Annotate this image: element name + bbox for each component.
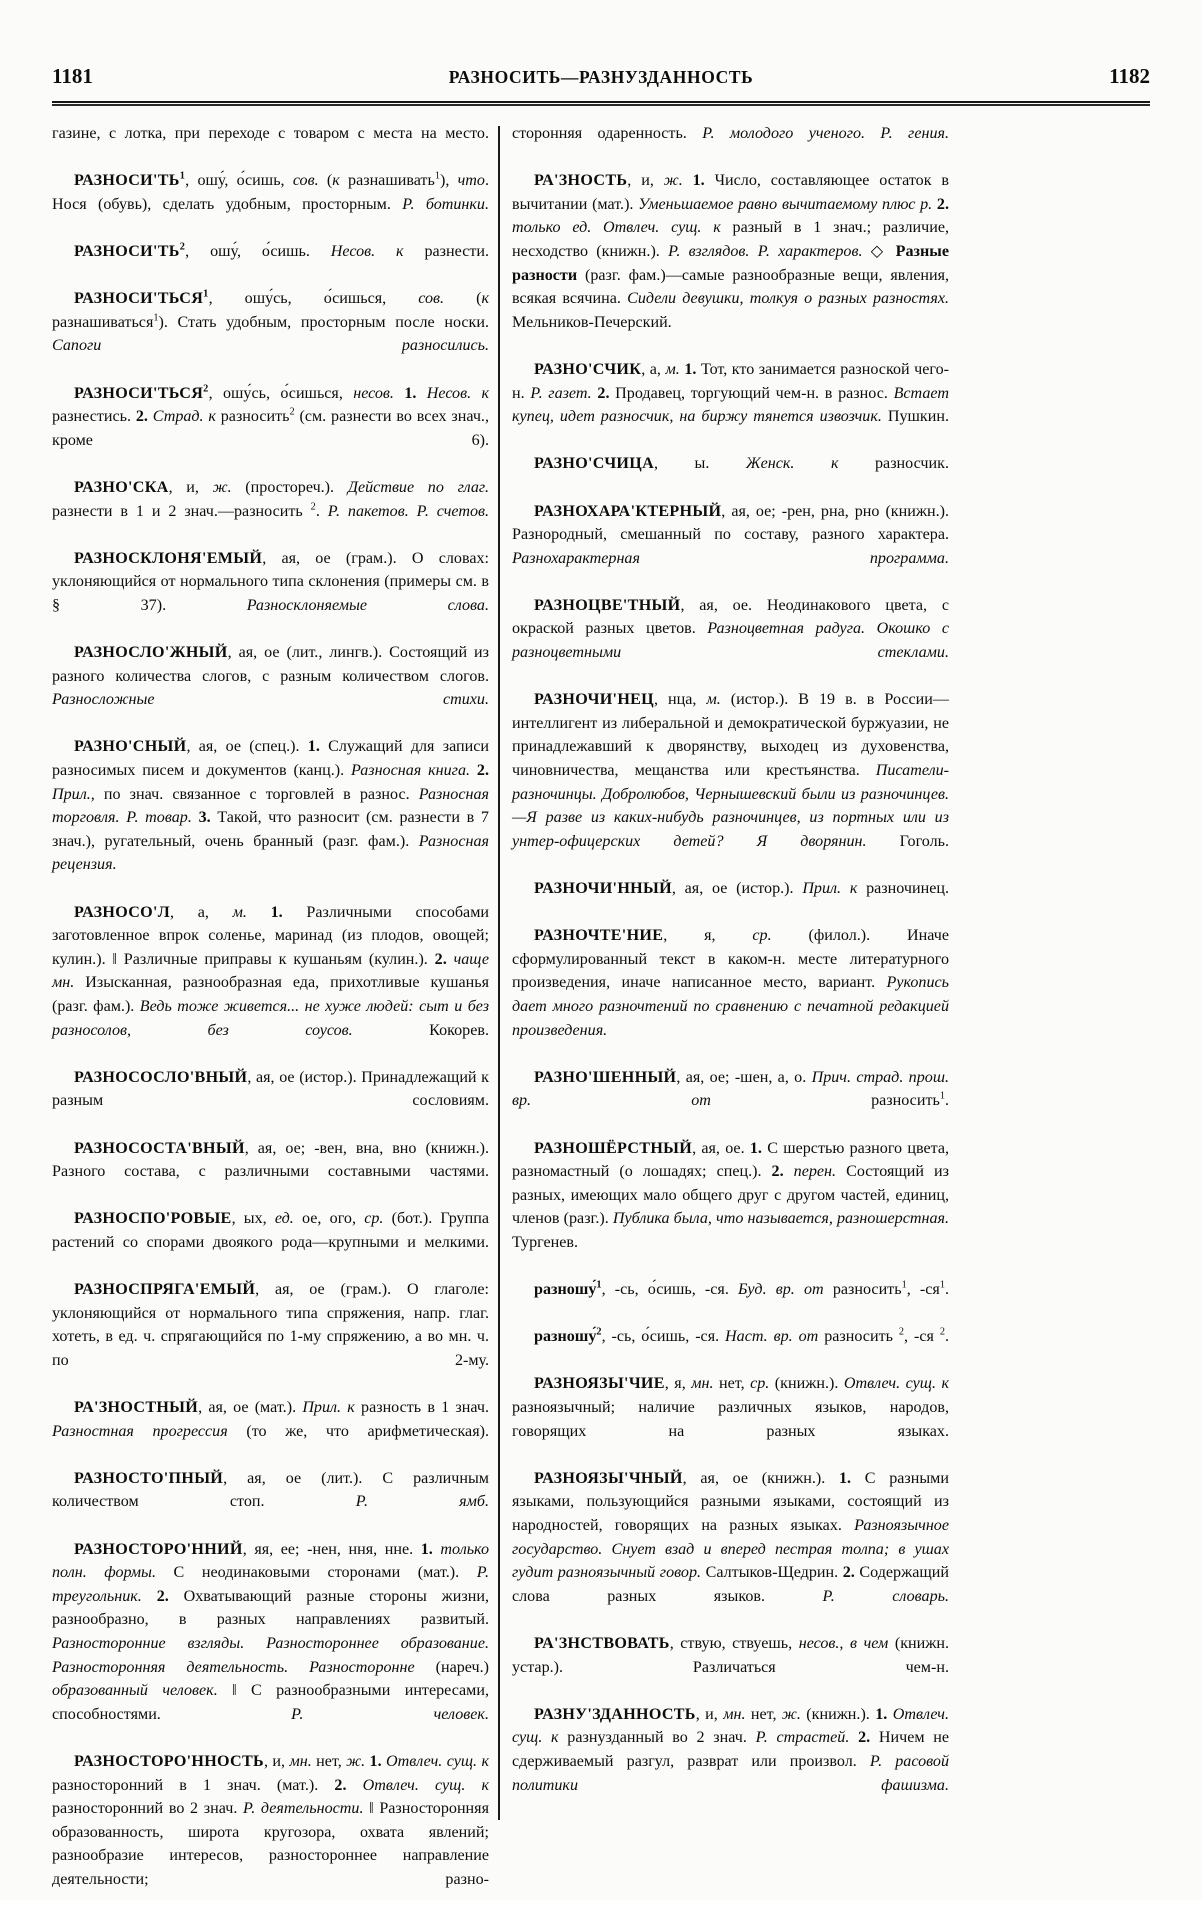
entry-body: , ствую, ствуешь, несов., в чем (книжн. устар.). Различаться чем-н. [512, 1635, 950, 1676]
entry-body: , ая, ое. Неодинакового цвета, с окраской разных цветов. Разноцветная радуга. Окошко с разноцветными стеклами. [512, 596, 949, 662]
entry-headword: РАЗНОЦВЕ'ТНЫЙ [534, 596, 681, 614]
text-body [52, 122, 1150, 1888]
entry-headword: РАЗНОСТО'ПНЫЙ [74, 1469, 224, 1487]
dictionary-entry [52, 476, 489, 547]
entry-headword: РА'ЗНСТВОВАТЬ [534, 1635, 670, 1652]
entry-headword: РАЗНОЧИ'НЕЦ [534, 691, 654, 709]
entry-headword: РАЗНОСО'Л [74, 903, 171, 921]
dictionary-entry [512, 1325, 949, 1372]
entry-body: , я, ср. (филол.). Иначе сформулированный текст в каком-н. месте литературного произведения, иначе написанное место, вариант. Рукопись дает много разночтений по сравнению с печатной редакцией произведения. [512, 927, 949, 1039]
entry-body: , ошу́, о́сишь, сов. (к разнашивать$^1$), что. Нося (обувь), сделать удобным, просторным. Р. ботинки. [52, 170, 489, 213]
entry-headword: $РАЗНОСИ'ТЬ^1$ [74, 170, 186, 190]
entry-body: , ая, ое (истор.). Прил. к разночинец. [671, 880, 949, 897]
entry-headword: РАЗНУ'ЗДАННОСТЬ [534, 1705, 696, 1723]
dictionary-entry [52, 1278, 489, 1396]
entry-headword: РАЗНОСОСТА'ВНЫЙ [74, 1139, 245, 1157]
entry-body: , яя, ее; -нен, ння, нне. 1. только полн. формы. С неодинаковыми сторонами (мат.). Р. треугольник. 2. Охватывающий разные стороны жизни, разнообразно, в разных направлениях развитый. Разносторонние взгляды. Разностороннее образование. Разносторонняя деятельность. Разносторонне (нареч.) образованный человек. ‖ С разнообразными интересами, способностями. Р. человек. [52, 1540, 489, 1723]
entry-headword: РА'ЗНОСТЬ [534, 172, 628, 190]
dictionary-entry [52, 240, 489, 287]
entry-headword: РАЗНО'СЧИК [534, 360, 642, 378]
entry-homonym-index: 1 [203, 288, 209, 300]
entry-body: , и, ж. (простореч.). Действие по глаг. разнести в 1 и 2 знач.—разносить $^2$. Р. пакетов. Р. счетов. [52, 478, 490, 520]
entry-body: , ошу́сь, о́сишься, несов. 1. Несов. к разнестись. 2. Страд. к разносить$^2$ (см. разнести во всех знач., кроме 6). [52, 384, 490, 449]
header-rule [52, 101, 1150, 106]
entry-homonym-index: 1 [179, 170, 186, 182]
dictionary-entry [52, 169, 489, 240]
dictionary-entry [52, 641, 489, 735]
dictionary-entry [52, 1066, 489, 1137]
entry-headword: РАЗНОСИ'ТЬСЯ$^1$ [74, 288, 209, 308]
column-left [52, 122, 489, 1915]
entry-headword: РАЗНО'СКА [74, 478, 169, 496]
entry-headword: РАЗНОЧТЕ'НИЕ [534, 927, 664, 945]
entry-body: , ая, ое (грам.). О словах: уклоняющийся от нормального типа склонения (примеры см. в § 37). Разносклоняемые слова. [52, 549, 489, 614]
entry-body: , и, мн. нет, ж. (книжн.). 1. Отвлеч. сущ. к разнузданный во 2 знач. Р. страстей. 2. Ничем не сдерживаемый разгул, разврат или произвол. Р. расовой политики фашизма. [512, 1705, 950, 1794]
entry-body: , ых, ед. ое, ого, ср. (бот.). Группа растений со спорами двоякого рода—крупными и мелкими. [52, 1210, 489, 1251]
entry-body: , ая, ое. 1. С шерстью разного цвета, разномастный (о лошадях; спец.). 2. перен. Состоящий из разных, имеющих мало общего друг с другом частей, единиц, членов (разг.). Публика была, что называется, разношерстная. Тургенев. [512, 1139, 950, 1251]
column-divider [498, 126, 500, 1820]
entry-body: , а, м. 1. Тот, кто занимается разноской чего-н. Р. газет. 2. Продавец, торгующий чем-н. в разнос. Встает купец, идет разносчик, на биржу тянется извозчик. Пушкин. [512, 360, 949, 426]
dictionary-entry [52, 901, 489, 1066]
entry-body: , ая, ое; -шен, а, о. Прич. страд. прош. вр. от разносить$^1$. [512, 1068, 950, 1110]
paragraph-continuation: сторонняя одаренность. Р. молодого ученого. Р. гения. [512, 125, 950, 142]
entry-body: , -сь, о́сишь, -ся. Буд. вр. от разносить$^1$, $-ся^1$. [601, 1279, 950, 1299]
entry-headword: РАЗНО'СЧИЦА [534, 455, 654, 473]
entry-headword: $РАЗНОСИ'ТЬ^2$ [74, 241, 186, 260]
entry-headword: РАЗНОШЁРСТНЫЙ [534, 1139, 693, 1157]
entry-headword: РАЗНОСПО'РОВЫЕ [74, 1210, 232, 1228]
entry-headword: РАЗНО'СНЫЙ [74, 738, 187, 756]
entry-headword: РАЗНОСИ'ТЬСЯ$^2$ [74, 383, 209, 402]
dictionary-entry [512, 1137, 949, 1279]
paragraph-continuation: газине, с лотка, при переходе с товаром с места на место. [52, 125, 489, 142]
dictionary-entry [512, 1632, 949, 1703]
dictionary-entry [512, 1703, 949, 1821]
entry-headword: разношу́$^1$ [534, 1279, 602, 1299]
dictionary-entry [52, 1137, 489, 1208]
entry-headword: разношу́$^2$ [534, 1326, 602, 1346]
dictionary-entry [512, 358, 949, 452]
running-head-bar [52, 64, 1150, 98]
folio-right: 1182 [1109, 64, 1150, 88]
entry-headword: РА'ЗНОСТНЫЙ [74, 1399, 199, 1417]
dictionary-entry [512, 1372, 949, 1466]
entry-body: , ая, ое; -рен, рна, рно (книжн.). Разнородный, смешанный по составу, разного характера. Разнохарактерная программа. [512, 502, 949, 567]
entry-body: , ая, ое (грам.). О глаголе: уклоняющийся от нормального типа спряжения, напр. глаг. хотеть, в ед. ч. спрягающийся по 1-му спряжению, а во мн. ч. по 2-му. [52, 1281, 489, 1369]
dictionary-entry [52, 382, 489, 476]
entry-headword: РАЗНОСПРЯГА'ЕМЫЙ [74, 1281, 256, 1299]
entry-body: , и, ж. 1. Число, составляющее остаток в вычитании (мат.). Уменьшаемое равно вычитаемому плюс р. 2. только ед. Отвлеч. сущ. к разный в 1 знач.; различие, несходство (книжн.). Р. взглядов. Р. характеров. ◇ Разные разности (разг. фам.)—самые разнообразные вещи, явления, всякая всячина. Сидели девушки, толкуя о разных разностях. Мельников-Печерский. [512, 172, 949, 331]
dictionary-entry [52, 1396, 489, 1467]
entry-headword: РАЗНОСТОРО'ННОСТЬ [74, 1752, 264, 1770]
entry-homonym-index: 2 [203, 383, 209, 395]
column-right [512, 122, 949, 1821]
entry-headword: РАЗНОХАРА'КТЕРНЫЙ [534, 502, 722, 520]
entry-headword: РАЗНОСЛО'ЖНЫЙ [74, 644, 228, 662]
dictionary-entry [512, 1066, 949, 1137]
entry-body: , ошу́сь, о́сишься, сов. (к разнашиваться$^1$). Стать удобным, просторным после носки. Сапоги разносились. [52, 290, 489, 355]
entry-body: , ая, ое (истор.). Принадлежащий к разным сословиям. [52, 1068, 489, 1110]
entry-headword: РАЗНОЯЗЫ'ЧИЕ [534, 1375, 665, 1393]
entry-body: , ая, ое; -вен, вна, вно (книжн.). Разного состава, с различными составными частями. [52, 1139, 489, 1181]
dictionary-entry [52, 1538, 489, 1750]
dictionary-entry [512, 594, 949, 688]
dictionary-entry [512, 1467, 949, 1632]
header-rule-thin [52, 104, 1150, 106]
entry-body: , я, мн. нет, ср. (книжн.). Отвлеч. сущ. к разноязычный; наличие различных языков, народов, говорящих на разных языках. [512, 1375, 949, 1440]
dictionary-entry [512, 169, 949, 358]
entry-body: , ая, ое (книжн.). 1. С разными языками, пользующийся разными языками, состоящий из народностей, говорящих на разных языках. Разноязычное государство. Снует взад и вперед пестрая толпа; в ушах гудит разноязычный говор. Салтыков-Щедрин. 2. Содержащий слова разных языков. Р. словарь. [512, 1469, 949, 1605]
dictionary-entry [512, 688, 949, 877]
dictionary-entry [52, 735, 489, 900]
entry-body: , а, м. 1. Различными способами заготовленное впрок соленье, маринад (из плодов, овощей; кулин.). ‖ Различные приправы к кушаньям (кулин.). 2. чаще мн. Изысканная, разнообразная еда, прихотливые кушанья (разг. фам.). Ведь тоже живется... не хуже людей: сыт и без разносолов, без соусов. Кокорев. [52, 903, 489, 1039]
dictionary-entry [52, 1467, 489, 1538]
entry-headword: РАЗНО'ШЕННЫЙ [534, 1068, 677, 1086]
entry-homonym-index: 1 [596, 1279, 602, 1291]
entry-headword: РАЗНОЯЗЫ'ЧНЫЙ [534, 1469, 683, 1487]
entry-body: , и, мн. нет, ж. 1. Отвлеч. сущ. к разносторонний в 1 знач. (мат.). 2. Отвлеч. сущ. к разносторонний во 2 знач. Р. деятельности. ‖ Разносторонняя образованность, широта кругозора, охвата явлений; разнообразие интересов, разностороннее направление деятельности; разно- [52, 1752, 489, 1888]
entry-headword: РАЗНОСКЛОНЯ'ЕМЫЙ [74, 549, 263, 567]
entry-homonym-index: 2 [596, 1326, 602, 1338]
dictionary-entry [512, 877, 949, 924]
folio-left: 1181 [52, 64, 93, 88]
entry-body: , ая, ое (лит.). С различным количеством стоп. Р. ямб. [52, 1469, 490, 1511]
entry-body: , нца, м. (истор.). В 19 в. в России—интеллигент из либеральной и демократической буржуазии, не принадлежавший к дворянству, выходец из духовенства, чиновничества, мещанства или крестьянства. Писатели-разночинцы. Добролюбов, Чернышевский были из разночинцев.—Я разве из каких-нибудь разночинцев, из портных или из унтер-офицерских детей? Я дворянин. Гоголь. [512, 691, 949, 850]
dictionary-entry [52, 287, 489, 381]
entry-body: , ая, ое (мат.). Прил. к разность в 1 знач. Разностная прогрессия (то же, что арифметическая). [52, 1399, 490, 1440]
dictionary-entry [512, 924, 949, 1066]
dictionary-entry [512, 452, 949, 499]
entry-body: , ошу́, о́сишь. Несов. к разнести. [185, 242, 490, 260]
header-rule-thick [52, 101, 1150, 103]
entry-headword: РАЗНОСОСЛО'ВНЫЙ [74, 1068, 248, 1086]
running-head-title: РАЗНОСИТЬ—РАЗНУЗДАННОСТЬ [448, 67, 754, 87]
entry-body: , ая, ое (спец.). 1. Служащий для записи разносимых писем и документов (канц.). Разносная книга. 2. Прил., по знач. связанное с торговлей в разнос. Разносная торговля. Р. товар. 3. Такой, что разносит (см. разнести в 7 знач.), ругательный, очень бранный (разг. фам.). Разносная рецензия. [52, 738, 489, 874]
dictionary-entry [512, 500, 949, 594]
entry-headword: РАЗНОЧИ'ННЫЙ [534, 880, 672, 897]
dictionary-entry [52, 547, 489, 641]
dictionary-entry [512, 1278, 949, 1325]
entry-homonym-index: 2 [179, 241, 186, 253]
dictionary-entry [52, 1750, 489, 1915]
entry-body: , ы. Женск. к разносчик. [654, 455, 949, 473]
entry-body: , ая, ое (лит., лингв.). Состоящий из разного количества слогов, с разным количеством слогов. Разносложные стихи. [52, 644, 489, 709]
dictionary-entry [52, 1207, 489, 1278]
entry-headword: РАЗНОСТОРО'ННИЙ [74, 1540, 243, 1558]
entry-body: , -сь, о́сишь, -ся. Наст. вр. от разносить $^2$, -ся $^2$. [601, 1326, 949, 1346]
